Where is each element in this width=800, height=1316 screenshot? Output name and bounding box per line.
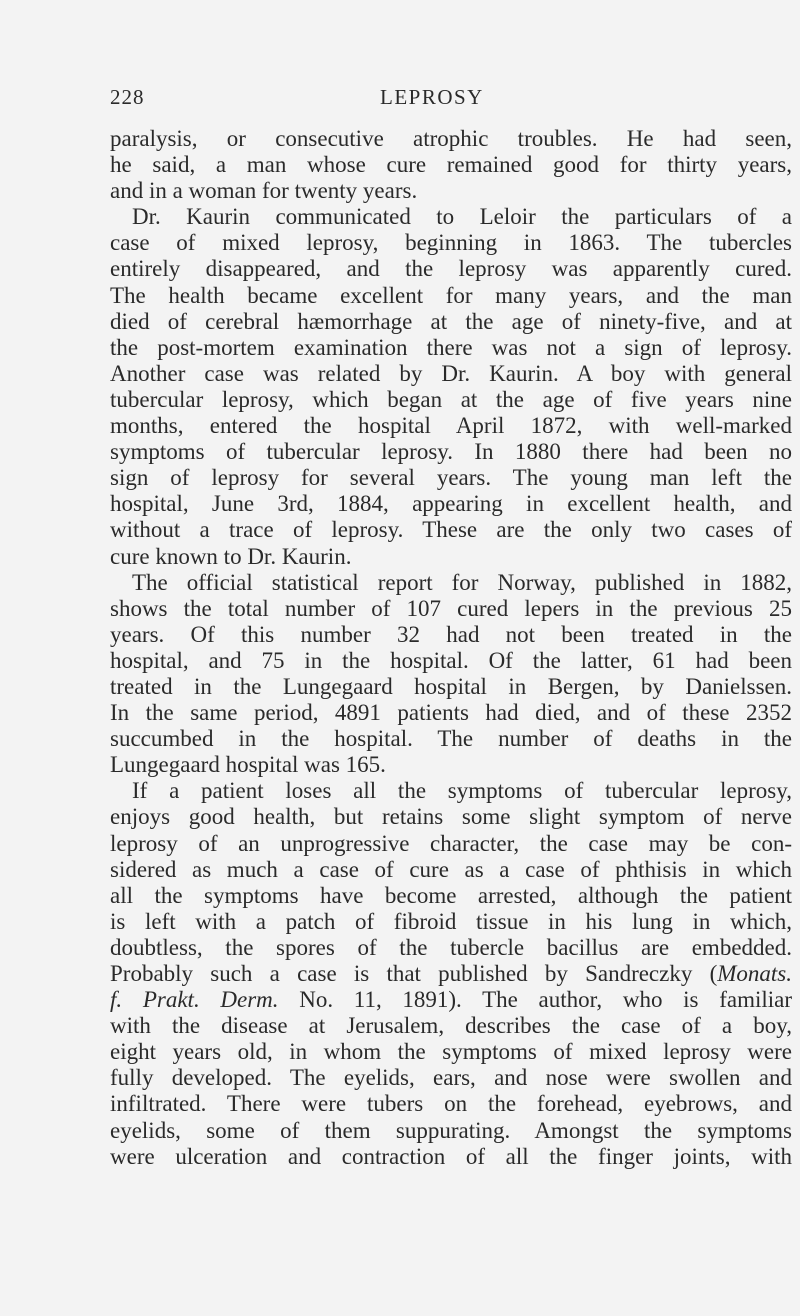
text-line: succumbed in the hospital. The number of deaths in the (110, 726, 792, 752)
text-line: eyelids, some of them suppurating. Amongst the symptoms (110, 1117, 792, 1143)
text-line: symptoms of tubercular leprosy. In 1880 there had been no (110, 439, 792, 465)
text-line: doubtless, the spores of the tubercle bacillus are embedded. (110, 934, 792, 960)
text-line: shows the total number of 107 cured lepers in the previous 25 (110, 595, 792, 621)
text-line: Dr. Kaurin communicated to Leloir the particulars of a (132, 204, 792, 230)
text-line: years. Of this number 32 had not been treated in the (110, 621, 792, 647)
journal-title-italic: f. Prakt. Derm. (110, 987, 279, 1013)
text-line: with the disease at Jerusalem, describes the case of a boy, (110, 1013, 792, 1039)
text-line: without a trace of leprosy. These are the only two cases of (110, 517, 792, 543)
text-line: sign of leprosy for several years. The young man left the (110, 465, 792, 491)
text-line: Probably such a case is that published by Sandreczky (Monats. (110, 961, 792, 986)
text-line: tubercular leprosy, which began at the age of five years nine (110, 386, 792, 412)
text-line: eight years old, in whom the symptoms of mixed leprosy were (110, 1039, 792, 1065)
body-text (110, 126, 792, 1170)
page-header (110, 85, 792, 115)
text-line: hospital, and 75 in the hospital. Of the latter, 61 had been (110, 647, 792, 673)
text-line: fully developed. The eyelids, ears, and nose were swollen and (110, 1065, 792, 1091)
text-line: hospital, June 3rd, 1884, appearing in excellent health, and (110, 491, 792, 517)
text-line: enjoys good health, but retains some slight symptom of nerve (110, 804, 792, 830)
text-line: treated in the Lungegaard hospital in Bergen, by Danielssen. (110, 673, 792, 699)
text-line: The official statistical report for Norway, published in 1882, (132, 569, 792, 595)
text-line: paralysis, or consecutive atrophic troubles. He had seen, (110, 126, 792, 151)
text-line: The health became excellent for many years, and the man (110, 282, 792, 308)
text-line: and in a woman for twenty years. (110, 178, 418, 204)
text-line: all the symptoms have become arrested, although the patient (110, 882, 792, 908)
text-line: is left with a patch of fibroid tissue in his lung in which, (110, 908, 792, 934)
text-line: entirely disappeared, and the leprosy was apparently cured. (110, 256, 792, 282)
text-line: months, entered the hospital April 1872, with well-marked (110, 413, 792, 439)
text-line: he said, a man whose cure remained good for thirty years, (110, 152, 792, 178)
text-line: If a patient loses all the symptoms of tubercular leprosy, (132, 778, 792, 804)
text-line: the post-mortem examination there was not a sign of leprosy. (110, 334, 792, 360)
text-line: Lungegaard hospital was 165. (110, 752, 386, 778)
text-line: Another case was related by Dr. Kaurin. A boy with general (110, 360, 792, 386)
page-number: 228 (110, 85, 145, 109)
text-line: sidered as much a case of cure as a case of phthisis in which (110, 856, 792, 882)
text-line: In the same period, 4891 patients had died, and of these 2352 (110, 700, 792, 726)
text-line: were ulceration and contraction of all the finger joints, with (110, 1143, 792, 1169)
text-line: leprosy of an unprogressive character, the case may be con- (110, 830, 792, 856)
text-line: infiltrated. There were tubers on the forehead, eyebrows, and (110, 1091, 792, 1117)
journal-title-italic: Monats. (717, 961, 792, 986)
text-line: case of mixed leprosy, beginning in 1863. The tubercles (110, 230, 792, 256)
running-head: LEPROSY (380, 85, 484, 109)
text-line: died of cerebral hæmorrhage at the age of ninety-five, and at (110, 308, 792, 334)
text-line: cure known to Dr. Kaurin. (110, 543, 352, 569)
text-line: f. Prakt. Derm. No. 11, 1891). The author, who is familiar (110, 987, 792, 1013)
